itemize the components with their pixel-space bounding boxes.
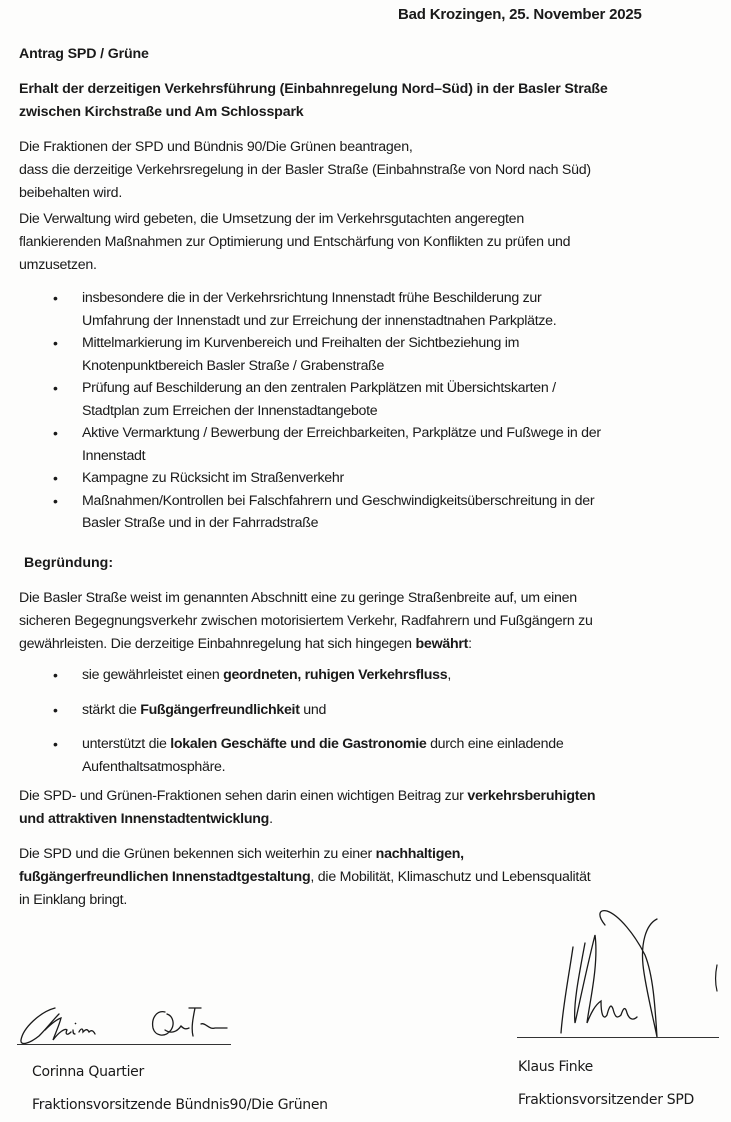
beitrag-line [19, 785, 719, 808]
bullet-icon: • [53, 701, 58, 718]
beitrag-emphasis: verkehrsberuhigten [467, 788, 596, 804]
benefit-line [82, 699, 711, 722]
bullet-icon: • [53, 470, 58, 486]
signatory-name: Corinna Quartier [32, 1064, 144, 1080]
bekenntnis-emphasis: nachhaltigen, [375, 846, 464, 862]
bullet-icon: • [53, 492, 58, 509]
intro-line: dass die derzeitige Verkehrsregelung in der Basler Straße (Einbahnstraße von Nord nach Süd) [19, 162, 591, 178]
benefit-emphasis: lokalen Geschäfte und die Gastronomie [170, 736, 427, 752]
benefit-text: unterstützt die [82, 736, 171, 752]
bekenntnis-paragraph [19, 843, 719, 912]
measure-item [0, 377, 731, 422]
beitrag-text: . [269, 811, 273, 827]
signature-klaus-finke [545, 905, 725, 1040]
benefit-text: und [299, 701, 327, 718]
measure-line: Maßnahmen/Kontrollen bei Falschfahrern und Geschwindigkeitsüberschreitung in der [82, 492, 595, 509]
beitrag-paragraph [19, 785, 719, 831]
bullet-icon: • [53, 425, 58, 441]
bullet-icon: • [53, 335, 58, 351]
benefit-text: durch eine einladende [426, 736, 564, 752]
benefit-item [0, 664, 731, 687]
begruendung-paragraph [19, 587, 719, 656]
verwaltung-paragraph [19, 208, 719, 277]
benefit-text: , [447, 667, 451, 683]
benefit-item [0, 699, 731, 722]
measure-line: Stadtplan zum Erreichen der Innenstadtangebote [82, 402, 378, 419]
signature-line [17, 1044, 231, 1045]
place-date: Bad Krozingen, 25. November 2025 [398, 6, 642, 23]
bekenntnis-line [19, 843, 719, 866]
benefit-text: sie gewährleistet einen [82, 667, 224, 683]
antrag-label: Antrag SPD / Grüne [19, 46, 149, 62]
bekenntnis-line: in Einklang bringt. [19, 892, 128, 908]
begruendung-line [19, 633, 719, 656]
benefit-emphasis: Fußgängerfreundlichkeit [140, 701, 300, 718]
measure-item [0, 332, 731, 377]
benefit-text: stärkt die [82, 701, 141, 718]
bekenntnis-text: Die SPD und die Grünen bekennen sich weiterhin zu einer [19, 846, 376, 862]
begruendung-text: gewährleisten. Die derzeitige Einbahnregelung hat sich hingegen [19, 636, 416, 652]
verwaltung-line: flankierenden Maßnahmen zur Optimierung und Entschärfung von Konflikten zu prüfen und [19, 234, 571, 250]
measure-line: Knotenpunktbereich Basler Straße / Grabenstraße [82, 357, 385, 374]
signatory-name: Klaus Finke [518, 1059, 593, 1075]
motion-title [19, 78, 729, 124]
signature-corinna-quartier [15, 1000, 235, 1050]
signature-line [517, 1037, 719, 1038]
benefit-line: Aufenthaltsatmosphäre. [82, 758, 226, 775]
verwaltung-line: umzusetzen. [19, 257, 97, 273]
bullet-icon: • [53, 290, 58, 306]
intro-line: beibehalten wird. [19, 185, 123, 201]
motion-title-line: zwischen Kirchstraße und Am Schlosspark [19, 104, 304, 120]
bullet-icon: • [53, 736, 58, 752]
benefit-emphasis: geordneten, ruhigen Verkehrsfluss [223, 667, 448, 683]
measure-line: Mittelmarkierung im Kurvenbereich und Freihalten der Sichtbeziehung im [82, 335, 520, 351]
benefits-list [0, 664, 731, 790]
begruendung-heading: Begründung: [24, 555, 114, 571]
begruendung-emphasis: bewährt [415, 636, 469, 652]
measure-item [0, 422, 731, 467]
measure-line: Kampagne zu Rücksicht im Straßenverkehr [82, 470, 344, 486]
beitrag-emphasis: und attraktiven Innenstadtentwicklung [19, 811, 270, 827]
measures-list [0, 287, 731, 535]
signatory-role: Fraktionsvorsitzender SPD [518, 1092, 695, 1108]
bekenntnis-text: , die Mobilität, Klimaschutz und Lebensqualität [310, 869, 591, 885]
measure-line: Umfahrung der Innenstadt und zur Erreichung der innenstadtnahen Parkplätze. [82, 312, 557, 329]
beitrag-text: Die SPD- und Grünen-Fraktionen sehen darin einen wichtigen Beitrag zur [19, 788, 468, 804]
measure-line: Basler Straße und in der Fahrradstraße [82, 515, 319, 531]
begruendung-text: : [468, 636, 472, 652]
measure-item [0, 467, 731, 490]
beitrag-line [19, 808, 719, 831]
benefit-line [82, 733, 711, 756]
signatory-role: Fraktionsvorsitzende Bündnis90/Die Grünen [32, 1097, 328, 1113]
bekenntnis-line [19, 866, 719, 889]
begruendung-line: sicheren Begegnungsverkehr zwischen motorisiertem Verkehr, Radfahrern und Fußgängern zu [19, 613, 593, 629]
measure-line: Aktive Vermarktung / Bewerbung der Erreichbarkeiten, Parkplätze und Fußwege in der [82, 425, 601, 441]
measure-line: insbesondere die in der Verkehrsrichtung Innenstadt frühe Beschilderung zur [82, 290, 542, 306]
bekenntnis-emphasis: fußgängerfreundlichen Innenstadtgestaltung [19, 869, 311, 885]
begruendung-line: Die Basler Straße weist im genannten Abschnitt eine zu geringe Straßenbreite auf, um einen [19, 590, 577, 606]
measure-item [0, 490, 731, 535]
verwaltung-line: Die Verwaltung wird gebeten, die Umsetzung der im Verkehrsgutachten angeregten [19, 211, 524, 227]
benefit-line [82, 664, 711, 687]
measure-line: Prüfung auf Beschilderung an den zentralen Parkplätzen mit Übersichtskarten / [82, 380, 556, 396]
benefit-item [0, 733, 731, 778]
bullet-icon: • [53, 380, 58, 396]
measure-line: Innenstadt [82, 447, 146, 464]
intro-paragraph [19, 136, 719, 205]
intro-line: Die Fraktionen der SPD und Bündnis 90/Die Grünen beantragen, [19, 139, 413, 155]
measure-item [0, 287, 731, 332]
bullet-icon: • [53, 667, 58, 683]
motion-title-line: Erhalt der derzeitigen Verkehrsführung (Einbahnregelung Nord–Süd) in der Basler Straße [19, 81, 608, 97]
